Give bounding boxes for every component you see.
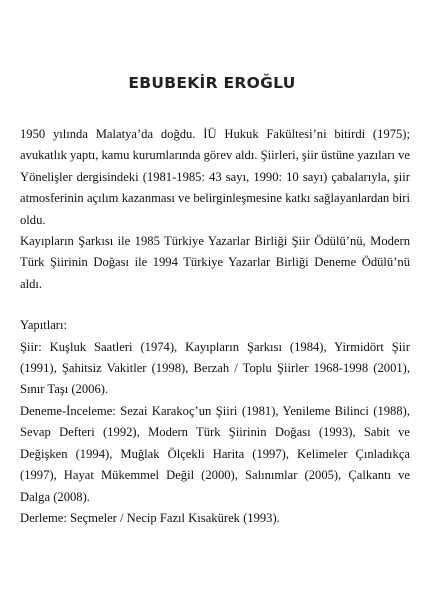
awards-paragraph: Kayıpların Şarkısı ile 1985 Türkiye Yazarlar Birliği Şiir Ödülü’nü, Modern Türk Şiirinin Doğası ile 1994 Türkiye Yazarlar Birliği Deneme Ödülü’nü aldı. xyxy=(20,234,410,291)
works-compilation: Derleme: Seçmeler / Necip Fazıl Kısakürek (1993). xyxy=(20,510,280,525)
section-spacer xyxy=(20,295,410,315)
bio-paragraph: 1950 yılında Malatya’da doğdu. İÜ Hukuk Fakültesi’ni bitirdi (1975); avukatlık yaptı, kamu kurumlarında görev aldı. Şiirleri, şiir üstüne yazıları ve Yönelişler dergisindeki (1981-1985: 43 sayı, 1990: 10 sayı) çabalarıyla, şiir atmosferinin açılım kazanması ve belirginleşmesine katkı sağlayanlardan biri oldu. xyxy=(20,127,410,227)
works-heading: Yapıtları: xyxy=(20,318,67,333)
author-title: EBUBEKİR EROĞLU xyxy=(128,74,296,92)
works-poetry: Şiir: Kuşluk Saatleri (1974), Kayıpların Şarkısı (1984), Yirmidört Şiir (1991), Şahitsiz Vakitler (1998), Berzah / Toplu Şiirler 1968-1998 (2001), Sınır Taşı (2006). xyxy=(20,339,410,397)
works-essay: Deneme-İnceleme: Sezai Karakoç’un Şiiri (1981), Yenileme Bilinci (1988), Sevap Defteri (1992), Modern Türk Şiirinin Doğası (1993), Sabit ve Değişken (1994), Muğlak Ölçekli Harita (1997), Kelimeler Çınladıkça (1997), Hayat Mükemmel Değil (2000), Salınımlar (2005), Çalkantı ve Dalga (2008). xyxy=(20,403,410,504)
document-body xyxy=(20,124,410,529)
